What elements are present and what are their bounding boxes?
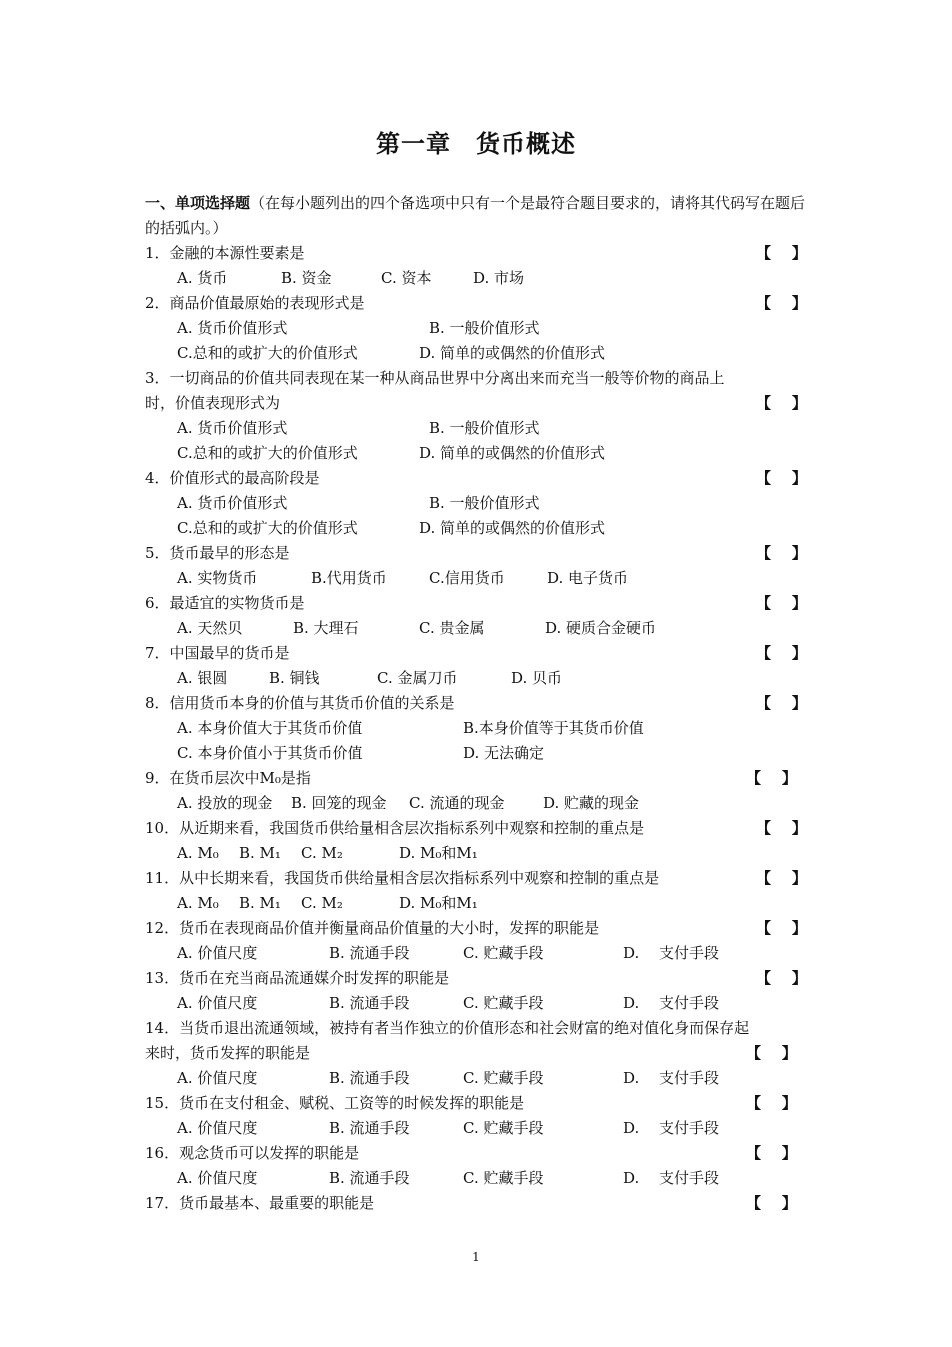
answer-option: A. 本身价值大于其货币价值 — [177, 719, 363, 737]
option-line — [145, 566, 812, 591]
option-line — [145, 1066, 812, 1091]
answer-option: D. 简单的或偶然的价值形式 — [419, 444, 606, 462]
answer-option: A. M₀ — [177, 894, 219, 912]
answer-option: A. 投放的现金 — [177, 794, 273, 812]
question-text: 14．当货币退出流通领域，被持有者当作独立的价值形态和社会财富的绝对值化身而保存起来时，货币发挥的职能是 — [145, 1019, 750, 1062]
question-item — [145, 1191, 812, 1216]
question-text: 13．货币在充当商品流通媒介时发挥的职能是 — [145, 969, 450, 987]
question-text: 17．货币最基本、最重要的职能是 — [145, 1194, 375, 1212]
answer-option: B. 一般价值形式 — [429, 419, 540, 437]
answer-bracket[interactable]: 【 】 — [746, 1194, 797, 1212]
answer-bracket[interactable]: 【 】 — [746, 1094, 797, 1112]
question-item — [145, 466, 812, 491]
answer-bracket[interactable]: 【 】 — [756, 394, 807, 412]
question-text: 5．货币最早的形态是 — [145, 544, 290, 562]
question-text: 10．从近期来看，我国货币供给量相含层次指标系列中观察和控制的重点是 — [145, 819, 645, 837]
option-line — [145, 716, 812, 741]
answer-option: D. M₀和M₁ — [399, 844, 478, 862]
question-text: 3．一切商品的价值共同表现在某一种从商品世界中分离出来而充当一般等价物的商品上时，价值表现形式为 — [145, 369, 725, 412]
question-item — [145, 866, 812, 891]
answer-option: B.本身价值等于其货币价值 — [463, 719, 644, 737]
answer-option: A. 价值尺度 — [177, 944, 258, 962]
question-item — [145, 816, 812, 841]
answer-option: C.总和的或扩大的价值形式 — [177, 344, 358, 362]
question-text: 9．在货币层次中M₀是指 — [145, 769, 311, 787]
option-line — [145, 991, 812, 1016]
section-heading: 一、单项选择题 — [145, 194, 251, 212]
question-item — [145, 1141, 812, 1166]
answer-option: B. 大理石 — [293, 619, 359, 637]
question-text: 16．观念货币可以发挥的职能是 — [145, 1144, 360, 1162]
option-line — [145, 1166, 812, 1191]
answer-option: D. 支付手段 — [623, 944, 720, 962]
option-line — [145, 516, 812, 541]
answer-option: B. 一般价值形式 — [429, 319, 540, 337]
option-line — [145, 266, 812, 291]
answer-option: A. 价值尺度 — [177, 1069, 258, 1087]
answer-bracket[interactable]: 【 】 — [756, 869, 807, 887]
option-line — [145, 666, 812, 691]
answer-option: B. 一般价值形式 — [429, 494, 540, 512]
answer-option: C. 流通的现金 — [409, 794, 505, 812]
option-line — [145, 891, 812, 916]
answer-option: B.代用货币 — [311, 569, 387, 587]
answer-option: D. M₀和M₁ — [399, 894, 478, 912]
answer-option: D. 支付手段 — [623, 1119, 720, 1137]
option-line — [145, 741, 812, 766]
option-line — [145, 441, 812, 466]
answer-bracket[interactable]: 【 】 — [756, 244, 807, 262]
answer-option: C.总和的或扩大的价值形式 — [177, 519, 358, 537]
answer-option: D. 支付手段 — [623, 994, 720, 1012]
answer-option: C. 贵金属 — [419, 619, 485, 637]
question-text: 8．信用货币本身的价值与其货币价值的关系是 — [145, 694, 455, 712]
answer-option: D. 无法确定 — [463, 744, 545, 762]
answer-option: A. 价值尺度 — [177, 1119, 258, 1137]
answer-bracket[interactable]: 【 】 — [746, 1044, 797, 1062]
answer-option: B. 流通手段 — [329, 994, 410, 1012]
question-item — [145, 541, 812, 566]
option-line — [145, 316, 812, 341]
question-item — [145, 366, 812, 416]
answer-option: C. M₂ — [301, 894, 343, 912]
question-item — [145, 916, 812, 941]
answer-bracket[interactable]: 【 】 — [756, 919, 807, 937]
answer-option: D. 电子货币 — [547, 569, 629, 587]
option-line — [145, 416, 812, 441]
answer-option: A. 银圆 — [177, 669, 228, 687]
question-list — [145, 241, 812, 1216]
answer-bracket[interactable]: 【 】 — [756, 544, 807, 562]
option-line — [145, 841, 812, 866]
question-item — [145, 591, 812, 616]
answer-option: A. 实物货币 — [177, 569, 258, 587]
answer-option: C. 贮藏手段 — [463, 944, 544, 962]
question-item — [145, 241, 812, 266]
answer-option: C. 贮藏手段 — [463, 994, 544, 1012]
question-item — [145, 641, 812, 666]
answer-bracket[interactable]: 【 】 — [756, 694, 807, 712]
answer-option: C.信用货币 — [429, 569, 505, 587]
answer-option: A. 货币价值形式 — [177, 494, 288, 512]
answer-option: B. 流通手段 — [329, 1119, 410, 1137]
question-text: 11．从中长期来看，我国货币供给量相含层次指标系列中观察和控制的重点是 — [145, 869, 660, 887]
answer-option: C. 贮藏手段 — [463, 1119, 544, 1137]
answer-option: B. M₁ — [239, 894, 281, 912]
question-item — [145, 1016, 812, 1066]
answer-bracket[interactable]: 【 】 — [756, 969, 807, 987]
answer-option: C. M₂ — [301, 844, 343, 862]
answer-option: C. 资本 — [381, 269, 432, 287]
answer-option: A. 货币价值形式 — [177, 419, 288, 437]
answer-bracket[interactable]: 【 】 — [756, 594, 807, 612]
answer-option: B. 流通手段 — [329, 1069, 410, 1087]
answer-bracket[interactable]: 【 】 — [756, 819, 807, 837]
chapter-title: 第一章 货币概述 — [376, 129, 576, 158]
option-line — [145, 616, 812, 641]
answer-option: A. 价值尺度 — [177, 994, 258, 1012]
option-line — [145, 1116, 812, 1141]
answer-option: D. 支付手段 — [623, 1169, 720, 1187]
option-line — [145, 941, 812, 966]
question-text: 15．货币在支付租金、赋税、工资等的时候发挥的职能是 — [145, 1094, 525, 1112]
answer-option: A. M₀ — [177, 844, 219, 862]
question-text: 4．价值形式的最高阶段是 — [145, 469, 320, 487]
question-text: 2．商品价值最原始的表现形式是 — [145, 294, 365, 312]
answer-option: A. 天然贝 — [177, 619, 243, 637]
answer-option: D. 简单的或偶然的价值形式 — [419, 519, 606, 537]
answer-option: B. M₁ — [239, 844, 281, 862]
question-item — [145, 966, 812, 991]
answer-option: C. 本身价值小于其货币价值 — [177, 744, 363, 762]
content-area — [145, 191, 812, 1216]
answer-option: D. 贝币 — [511, 669, 563, 687]
answer-bracket[interactable]: 【 】 — [746, 1144, 797, 1162]
answer-option: D. 硬质合金硬币 — [545, 619, 657, 637]
answer-option: C. 贮藏手段 — [463, 1169, 544, 1187]
answer-option: C.总和的或扩大的价值形式 — [177, 444, 358, 462]
question-item — [145, 1091, 812, 1116]
answer-option: C. 贮藏手段 — [463, 1069, 544, 1087]
answer-option: B. 铜钱 — [269, 669, 320, 687]
section-intro — [145, 191, 812, 241]
page-number: 1 — [472, 1250, 480, 1264]
answer-option: B. 回笼的现金 — [291, 794, 387, 812]
answer-option: D. 简单的或偶然的价值形式 — [419, 344, 606, 362]
answer-option: B. 流通手段 — [329, 1169, 410, 1187]
question-text: 7．中国最早的货币是 — [145, 644, 290, 662]
answer-bracket[interactable]: 【 】 — [746, 769, 797, 787]
answer-option: B. 流通手段 — [329, 944, 410, 962]
question-item — [145, 766, 812, 791]
section-instruction: （在每小题列出的四个备选项中只有一个是最符合题目要求的，请将其代码写在题后的括弧内。） — [145, 194, 806, 237]
answer-option: C. 金属刀币 — [377, 669, 458, 687]
option-line — [145, 791, 812, 816]
answer-option: D. 贮藏的现金 — [543, 794, 640, 812]
question-text: 6．最适宜的实物货币是 — [145, 594, 305, 612]
option-line — [145, 491, 812, 516]
answer-bracket[interactable]: 【 】 — [756, 644, 807, 662]
answer-option: B. 资金 — [281, 269, 332, 287]
answer-bracket[interactable]: 【 】 — [756, 469, 807, 487]
option-line — [145, 341, 812, 366]
question-text: 1．金融的本源性要素是 — [145, 244, 305, 262]
answer-option: A. 货币价值形式 — [177, 319, 288, 337]
question-text: 12．货币在表现商品价值并衡量商品价值量的大小时，发挥的职能是 — [145, 919, 600, 937]
answer-option: D. 市场 — [473, 269, 525, 287]
question-item — [145, 291, 812, 316]
question-item — [145, 691, 812, 716]
answer-option: A. 价值尺度 — [177, 1169, 258, 1187]
answer-option: A. 货币 — [177, 269, 228, 287]
answer-option: D. 支付手段 — [623, 1069, 720, 1087]
answer-bracket[interactable]: 【 】 — [756, 294, 807, 312]
